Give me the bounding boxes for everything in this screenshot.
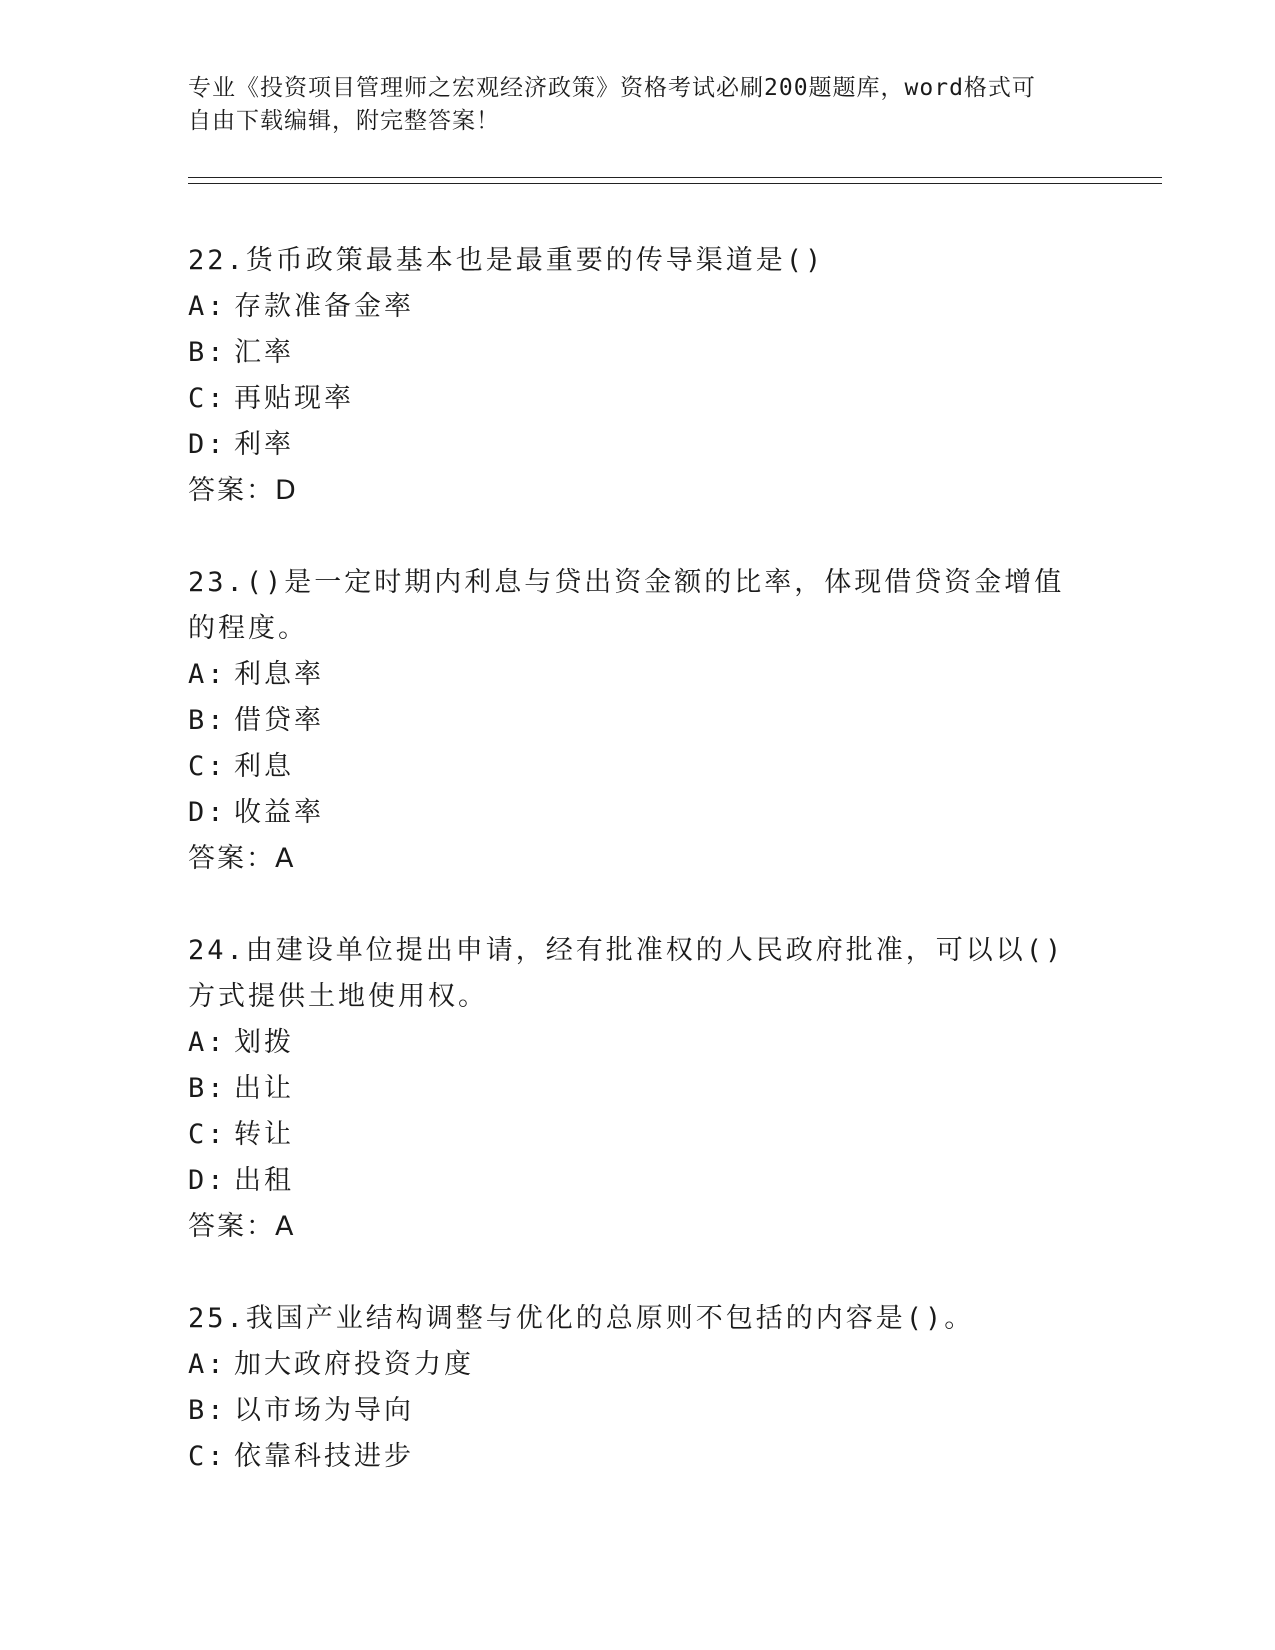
option-key: A: <box>188 659 227 690</box>
option-key: C: <box>188 1119 227 1150</box>
option-c <box>188 1112 1088 1158</box>
header-line-1: 专业《投资项目管理师之宏观经济政策》资格考试必刷200题题库，word格式可 <box>188 75 1036 101</box>
option-text: 利息 <box>234 751 294 782</box>
option-text: 转让 <box>234 1119 294 1150</box>
option-c <box>188 1434 1088 1480</box>
option-key: D: <box>188 1165 227 1196</box>
option-text: 出租 <box>234 1165 294 1196</box>
option-text: 加大政府投资力度 <box>234 1349 474 1380</box>
question-stem: 25.我国产业结构调整与优化的总原则不包括的内容是()。 <box>188 1303 975 1334</box>
option-b <box>188 698 1088 744</box>
option-key: A: <box>188 1349 227 1380</box>
answer-line: 答案：D <box>188 475 298 506</box>
option-key: D: <box>188 429 227 460</box>
option-text: 再贴现率 <box>234 383 354 414</box>
question-22 <box>188 238 1088 514</box>
option-text: 以市场为导向 <box>234 1395 414 1426</box>
option-key: B: <box>188 705 227 736</box>
option-key: C: <box>188 751 227 782</box>
question-list <box>188 238 1088 1526</box>
option-text: 收益率 <box>234 797 324 828</box>
question-24 <box>188 928 1088 1250</box>
option-d <box>188 790 1088 836</box>
option-a <box>188 284 1088 330</box>
document-header <box>188 72 1068 138</box>
option-key: A: <box>188 291 227 322</box>
question-23 <box>188 560 1088 882</box>
option-key: D: <box>188 797 227 828</box>
option-c <box>188 744 1088 790</box>
option-b <box>188 330 1088 376</box>
answer-line: 答案：A <box>188 843 296 874</box>
option-key: B: <box>188 1395 227 1426</box>
header-divider-bottom <box>188 183 1162 184</box>
option-text: 存款准备金率 <box>234 291 414 322</box>
question-stem: 24.由建设单位提出申请，经有批准权的人民政府批准，可以以()方式提供土地使用权。 <box>188 935 1065 1012</box>
question-stem: 23.()是一定时期内利息与贷出资金额的比率，体现借贷资金增值的程度。 <box>188 567 1065 644</box>
option-text: 汇率 <box>234 337 294 368</box>
option-d <box>188 1158 1088 1204</box>
option-text: 划拨 <box>234 1027 294 1058</box>
header-divider-top <box>188 177 1162 178</box>
header-line-2: 自由下载编辑，附完整答案！ <box>188 108 500 134</box>
option-a <box>188 1020 1088 1066</box>
option-text: 借贷率 <box>234 705 324 736</box>
option-b <box>188 1066 1088 1112</box>
option-key: A: <box>188 1027 227 1058</box>
question-25 <box>188 1296 1088 1480</box>
option-d <box>188 422 1088 468</box>
option-text: 出让 <box>234 1073 294 1104</box>
option-key: B: <box>188 337 227 368</box>
option-text: 利率 <box>234 429 294 460</box>
option-text: 依靠科技进步 <box>234 1441 414 1472</box>
answer-line: 答案：A <box>188 1211 296 1242</box>
option-text: 利息率 <box>234 659 324 690</box>
option-key: C: <box>188 1441 227 1472</box>
option-a <box>188 1342 1088 1388</box>
option-a <box>188 652 1088 698</box>
option-c <box>188 376 1088 422</box>
option-b <box>188 1388 1088 1434</box>
option-key: C: <box>188 383 227 414</box>
question-stem: 22.货币政策最基本也是最重要的传导渠道是() <box>188 245 825 276</box>
option-key: B: <box>188 1073 227 1104</box>
